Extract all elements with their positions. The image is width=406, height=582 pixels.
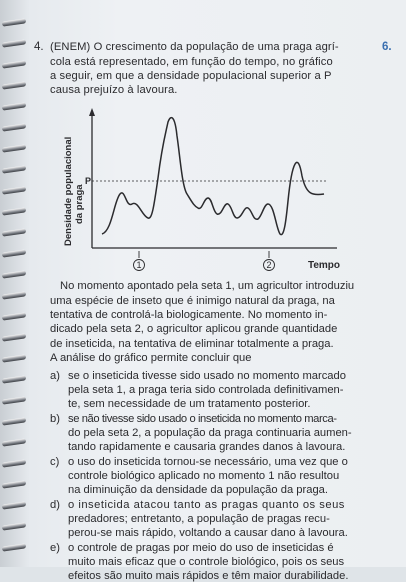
spiral-ring: [2, 522, 26, 530]
option-d-line-3: perou-se mais rápido, voltando a causar dano à lavoura.: [68, 527, 348, 539]
option-d-letter: d): [50, 499, 60, 511]
option-b-line-3: tando rapidamente e causaria grandes danos à lavoura.: [68, 441, 346, 453]
option-b-letter: b): [50, 413, 60, 425]
stem-line-4: causa prejuízo à lavoura.: [50, 84, 178, 96]
body-line-2: uma espécie de inseto que é inimigo natural da praga, na: [50, 295, 335, 307]
option-b-line-1: se não tivesse sido usado o inseticida no momento marca-: [68, 413, 337, 425]
stem-line-1: (ENEM) O crescimento da população de uma praga agrí-: [50, 41, 339, 53]
spiral-ring: [2, 102, 26, 110]
spiral-ring: [2, 18, 26, 26]
spiral-ring: [2, 144, 26, 152]
spiral-ring: [2, 123, 26, 131]
spiral-ring: [2, 291, 26, 299]
option-d-line-2: predadores; entretanto, a população de pragas recu-: [68, 513, 330, 525]
option-e-line-1: o controle de pragas por meio do uso de inseticidas é: [68, 542, 334, 554]
y-axis-label-1: Densidade populacional: [63, 136, 74, 246]
y-axis-label-2: da praga: [74, 184, 85, 224]
population-graph: [62, 106, 362, 276]
spiral-ring: [2, 165, 26, 173]
option-a-letter: a): [50, 370, 60, 382]
option-b-line-2: do pela seta 2, a população da praga continuaria aumen-: [68, 427, 352, 439]
option-a-line-2: pela seta 1, a praga teria sido controlada definitivamen-: [68, 384, 344, 396]
stem-line-2: cola está representado, em função do tempo, no gráfico: [50, 56, 333, 68]
marker-1: 1: [136, 260, 142, 270]
threshold-label: P: [85, 176, 92, 186]
population-curve: [102, 118, 324, 235]
spiral-ring: [2, 81, 26, 89]
option-d-line-1: o inseticida atacou tanto as pragas quanto os seus: [68, 499, 345, 511]
spiral-ring: [2, 417, 26, 425]
spiral-binding: [0, 20, 30, 567]
y-axis-arrow: [89, 108, 95, 116]
option-c-line-2: controle biológico aplicado no momento 1 não resultou: [68, 470, 340, 482]
option-a-line-1: se o inseticida tivesse sido usado no momento marcado: [68, 370, 346, 382]
spiral-ring: [2, 438, 26, 446]
option-e-letter: e): [50, 542, 60, 554]
spiral-ring: [2, 480, 26, 488]
body-line-1: No momento apontado pela seta 1, um agricultor introduziu: [60, 280, 355, 292]
option-c-letter: c): [50, 456, 60, 468]
body-line-6: A análise do gráfico permite concluir que: [50, 352, 252, 364]
option-c-line-1: o uso do inseticida tornou-se necessário, uma vez que o: [68, 456, 348, 468]
spiral-ring: [2, 501, 26, 509]
spiral-ring: [2, 333, 26, 341]
spiral-ring: [2, 186, 26, 194]
spiral-ring: [2, 60, 26, 68]
option-a-line-3: te, sem necessidade de um tratamento posterior.: [68, 398, 311, 410]
spiral-ring: [2, 207, 26, 215]
spiral-ring: [2, 375, 26, 383]
question-number: 4.: [34, 41, 44, 53]
spiral-ring: [2, 354, 26, 362]
option-e-line-3: efeitos são muito mais rápidos e têm maior durabilidade.: [68, 570, 349, 582]
spiral-ring: [2, 249, 26, 257]
stem-line-3: a seguir, em que a densidade populacional superior a P: [50, 70, 332, 82]
option-c-line-3: na diminuição da densidade da população da praga.: [68, 484, 329, 496]
body-line-4: dicado pela seta 2, o agricultor aplicou grande quantidade: [50, 323, 338, 335]
spiral-ring: [2, 396, 26, 404]
spiral-ring: [2, 228, 26, 236]
spiral-ring: [2, 459, 26, 467]
spiral-ring: [2, 39, 26, 47]
spiral-ring: [2, 270, 26, 278]
spiral-ring: [2, 543, 26, 551]
next-question-number: 6.: [382, 41, 392, 53]
marker-2: 2: [266, 260, 272, 270]
body-line-5: de inseticida, na tentativa de eliminar totalmente a praga.: [50, 338, 334, 350]
x-axis-label: Tempo: [307, 260, 341, 271]
body-line-3: tentativa de controlá-la biologicamente. No momento in-: [50, 309, 328, 321]
option-e-line-2: muito mais eficaz que o controle biológico, pois os seus: [68, 556, 345, 568]
spiral-ring: [2, 312, 26, 320]
